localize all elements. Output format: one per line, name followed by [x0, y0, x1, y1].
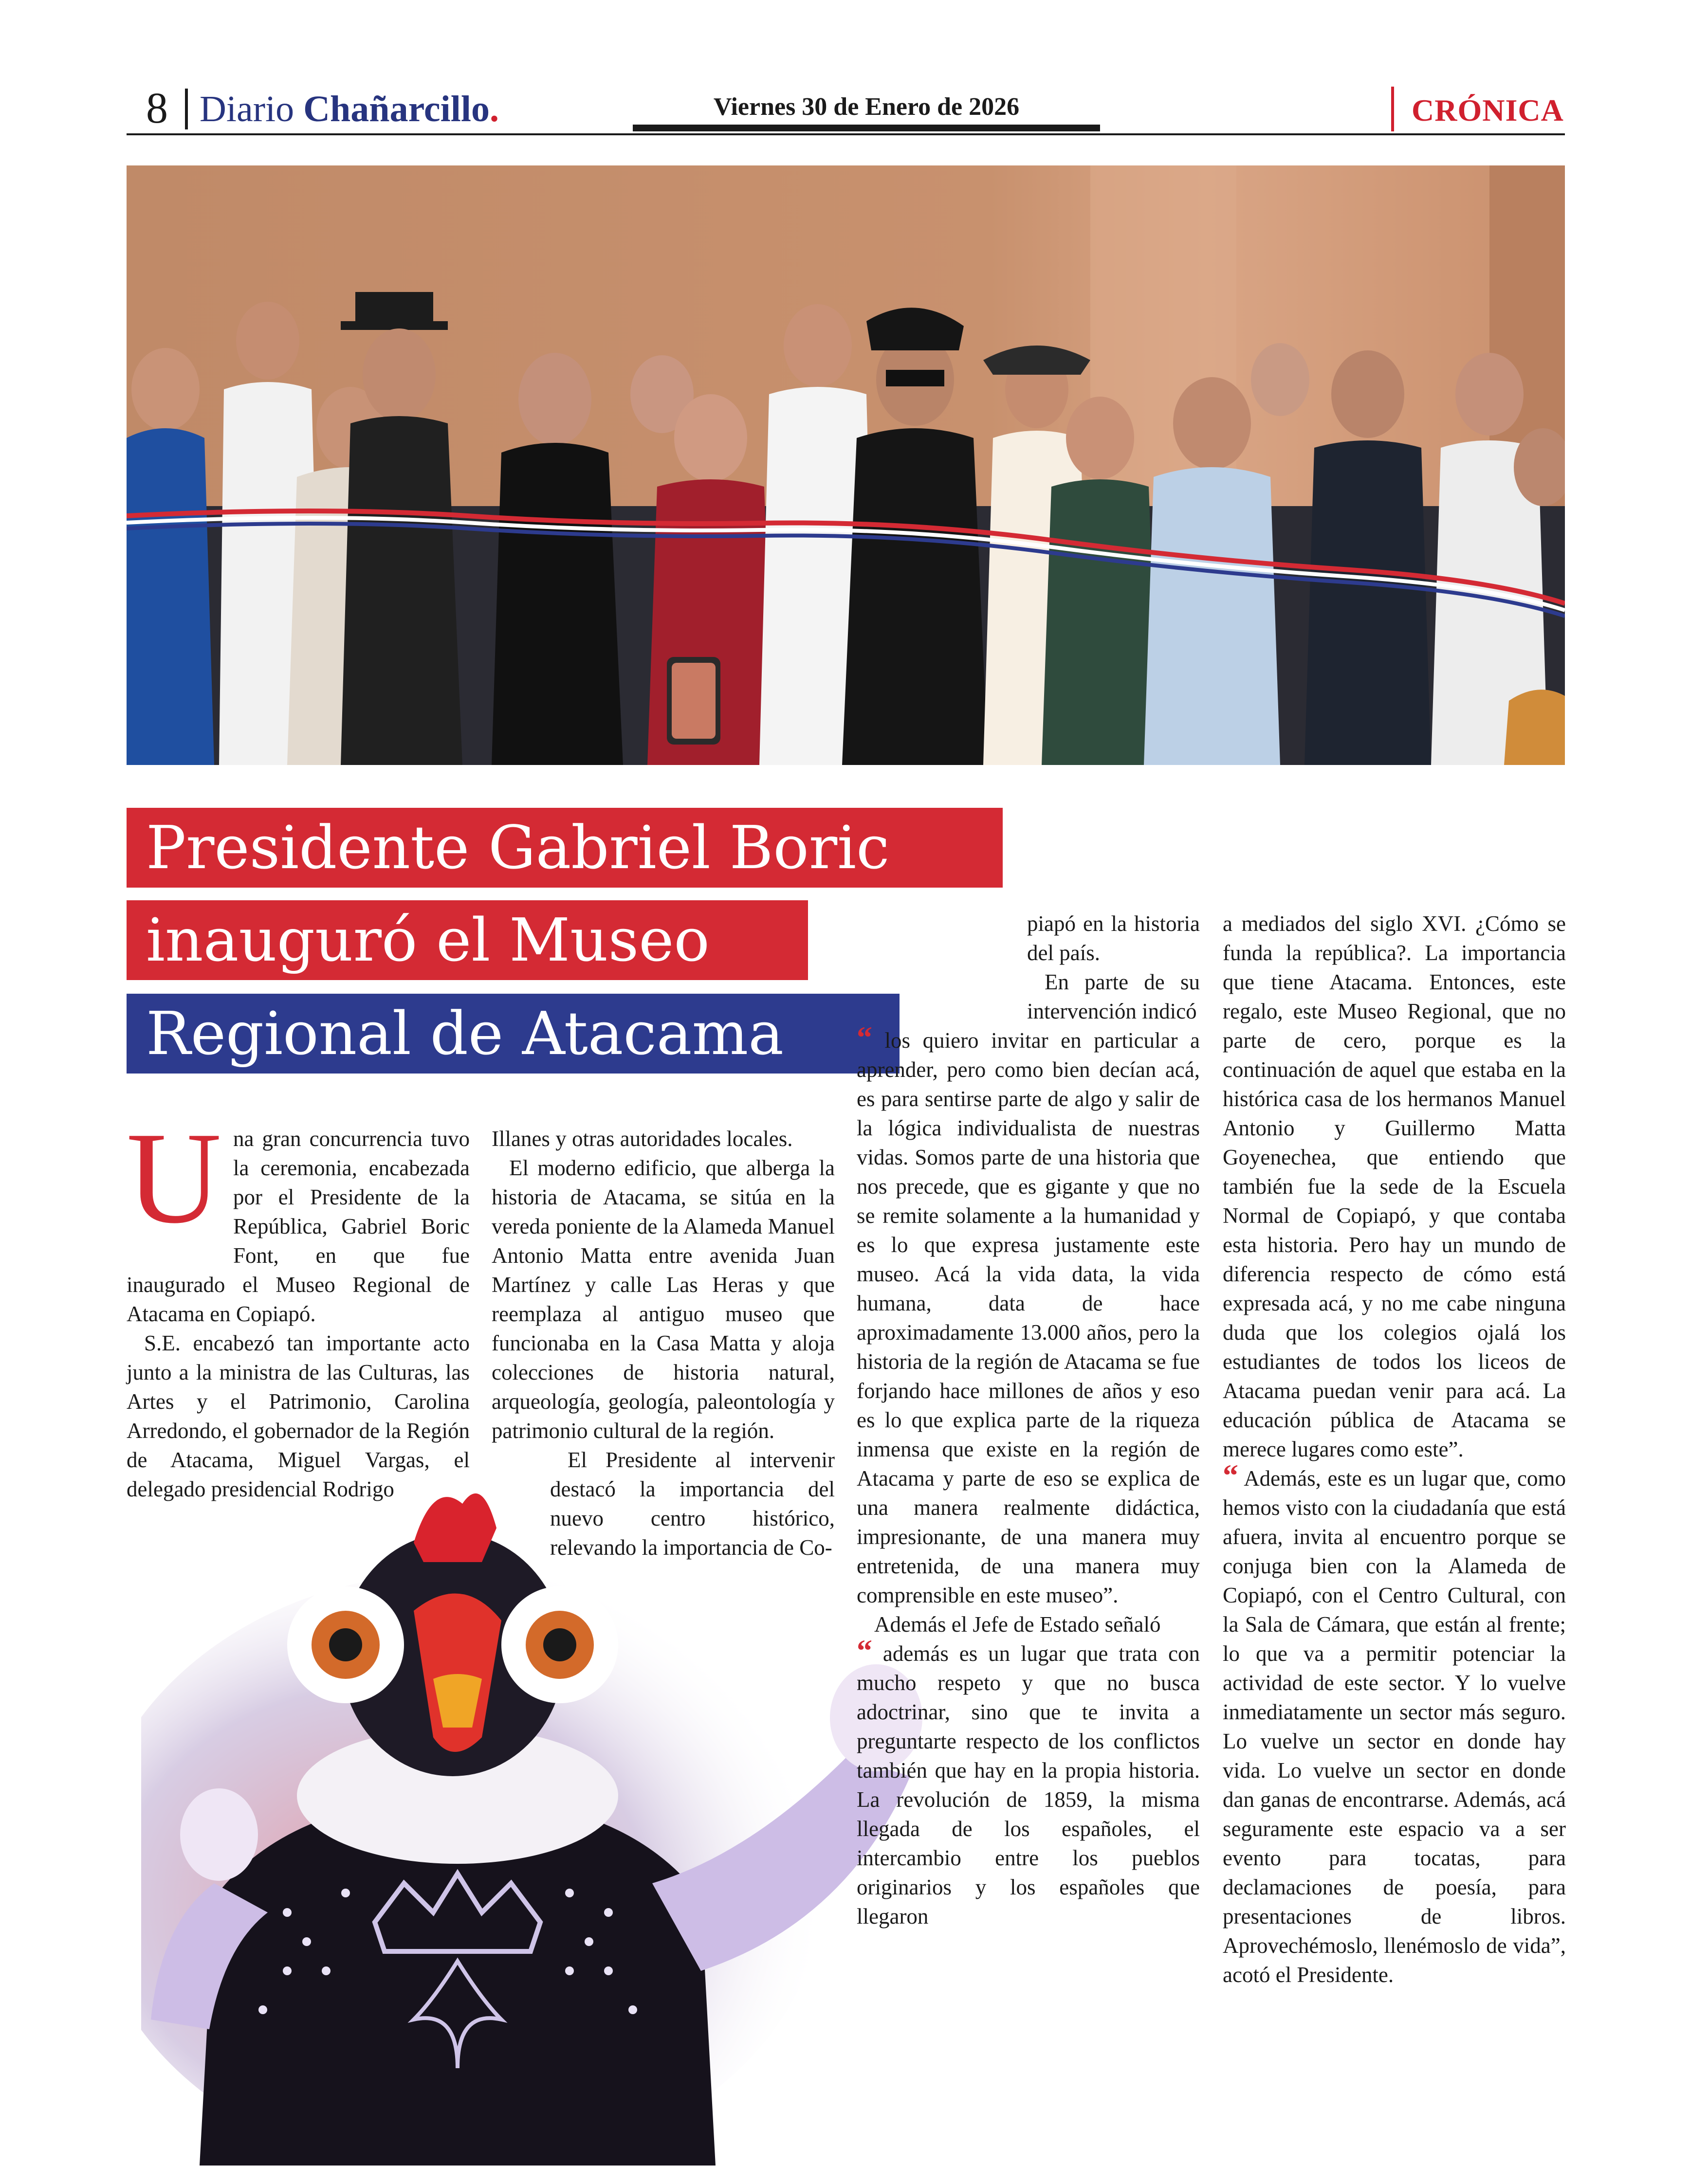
paragraph-4: El moderno edificio, que alberga la historia de Atacama, se sitúa en la vereda poniente de la Alameda Manuel Antonio Matta entre avenida Juan Martínez y calle Las Heras y que reemplaza al antiguo museo que funcionaba en la Casa Matta y aloja colecciones de historia natural, arqueología, geología, paleontología y patrimonio cultural de la región. [492, 1156, 835, 1443]
wrap-spacer [857, 909, 1027, 1021]
quote-2-text: además es un lugar que trata con mucho respeto y que no busca adoctrinar, sino que te invita a preguntarte respecto de los conflictos también que hay en la propia historia. La revolución de 1859, la misma llegada de los españoles, el intercambio entre los pueblos originarios y los españoles que llegaron [857, 1641, 1200, 1929]
paragraph-7: En parte de su intervención indicó [1027, 970, 1200, 1023]
quote-3-paragraph [1223, 1458, 1566, 1989]
quote-2-paragraph [857, 1633, 1200, 1931]
headline-line-1: Presidente Gabriel Boric [127, 808, 1003, 888]
paragraph-3: Illanes y otras autoridades locales. [492, 1127, 793, 1151]
dancer-illustration [141, 1484, 964, 2166]
ribbon-cutting-photo [127, 165, 1565, 765]
page-header [127, 83, 1565, 136]
quote-mark-icon: “ [857, 1020, 872, 1055]
paragraph-5: El Presidente al intervenir destacó la importancia del nuevo centro histórico, relevando la importancia de Co- [550, 1448, 835, 1560]
ribbon-cutting-illustration [127, 165, 1565, 765]
headline-line-2: inauguró el Museo [127, 900, 808, 980]
brand-prefix: Diario [200, 89, 304, 129]
paragraph-6: piapó en la historia del país. [1027, 911, 1200, 965]
brand-name: Chañarcillo [303, 89, 490, 129]
issue-date: Viernes 30 de Enero de 2026 [713, 93, 1020, 121]
article-column-3 [857, 909, 1200, 1931]
article-column-2 [492, 1124, 835, 1562]
date-underline [633, 125, 1100, 131]
quote-3-text: Además, este es un lugar que, como hemos visto con la ciudadanía que está afuera, invita al encuentro porque se conjuga bien con la Alameda de Copiapó, con el Centro Cultural, con la Sala de Cámara, que están al frente; lo que va a permitir potenciar la actividad de este sector. Y lo vuelve inmediatamente un sector más seguro. Lo vuelve un sector en donde hay vida. Lo vuelve un sector en donde dan ganas de encontrarse. Además, acá seguramente este espacio va a ser evento para tocatas, para declamaciones de poesía, para presentaciones de libros. Aprovechémoslo, llenémoslo de vida”, acotó el Presidente. [1223, 1466, 1566, 1987]
headline-line-3: Regional de Atacama [127, 994, 900, 1074]
paragraph-2: S.E. encabezó tan importante acto junto a la ministra de las Culturas, las Artes y el Patrimonio, Carolina Arredondo, el gobernador de la Región de Atacama, Miguel Vargas, el delegado presidencial Rodrigo [127, 1331, 470, 1501]
section-name: CRÓNICA [1412, 93, 1564, 127]
newspaper-brand [200, 90, 499, 128]
brand-dot: . [490, 89, 499, 129]
header-divider [185, 89, 188, 129]
article-column-1 [127, 1105, 470, 1504]
article-column-4 [1223, 909, 1566, 1989]
costumed-dancer-photo [141, 1484, 964, 2166]
quote-mark-icon: “ [1223, 1458, 1238, 1492]
quote-mark-icon: “ [857, 1633, 872, 1668]
page-number: 8 [146, 84, 168, 132]
paragraph-9: Además el Jefe de Estado señaló [874, 1612, 1161, 1637]
drop-cap: U [127, 1105, 221, 1251]
paragraph-11: a mediados del siglo XVI. ¿Cómo se funda la república?. La importancia que tiene Atacama. Entonces, este regalo, este Museo Regional, que no parte de cero, porque es la continuación de aquel que estaba en la histórica casa de los hermanos Manuel Antonio y Guillermo Matta Goyenechea, que entiendo que también fue la sede de la Escuela Normal de Copiapó, y que contaba esta historia. Pero hay un mundo de diferencia respecto de cómo está expresada acá, y no me cabe ninguna duda que los colegios ojalá los estudiantes de todos los liceos de Atacama puedan venir para acá. La educación pública de Atacama se merece lugares como este”. [1223, 911, 1566, 1461]
quote-1-text: los quiero invitar en particular a aprender, pero como bien decían acá, es para sentirse parte de algo y salir de la lógica individualista de nuestras vidas. Somos parte de una historia que nos precede, que es gigante y que no se remite solamente a la humanidad y es lo que expresa justamente este museo. Acá la vida data, la vida humana, data de hace aproximadamente 13.000 años, pero la historia de la región de Atacama se fue forjando hace millones de años y eso es lo que explica parte de la riqueza inmensa que existe en la región de Atacama y parte de eso se explica de una manera realmente didáctica, impresionante, de una manera muy entretenida, de una manera muy comprensible en este museo”. [857, 1028, 1200, 1607]
section-divider [1391, 87, 1394, 131]
quote-1-paragraph [857, 1020, 1200, 1610]
paragraph-1: na gran concurrencia tuvo la ceremonia, encabezada por el Presidente de la República, Gabriel Boric Font, en que fue inaugurado el Museo Regional de Atacama en Copiapó. [127, 1127, 470, 1326]
header-rule [127, 133, 1565, 135]
